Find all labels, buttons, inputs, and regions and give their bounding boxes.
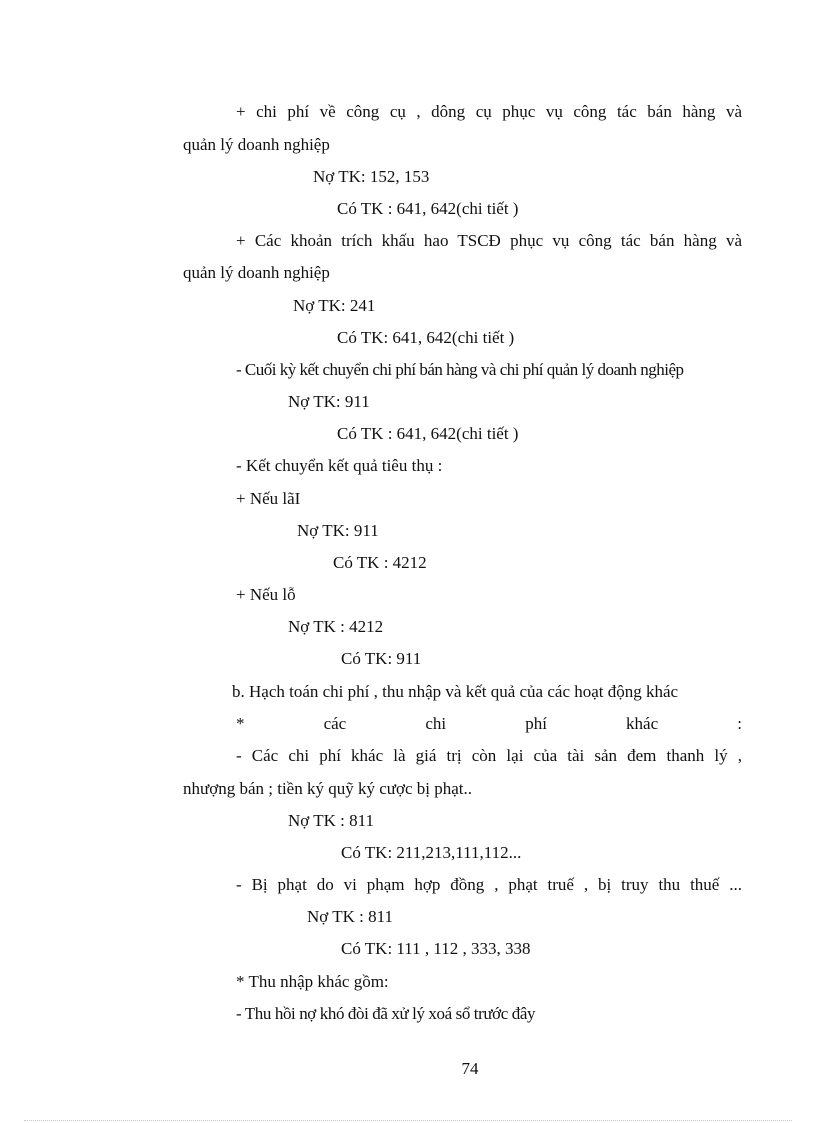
- text-line: - Kết chuyển kết quả tiêu thụ :: [236, 456, 443, 475]
- page-bottom-divider: [24, 1120, 792, 1121]
- entry-credit: Có TK: 911: [341, 649, 422, 668]
- spread-word: phí: [525, 714, 547, 733]
- spread-word: các: [323, 714, 347, 733]
- section-heading: b. Hạch toán chi phí , thu nhập và kết quả của các hoạt động khác: [232, 682, 679, 701]
- entry-credit: Có TK : 641, 642(chi tiết ): [337, 199, 519, 218]
- text-line: quản lý doanh nghiệp: [183, 263, 330, 282]
- entry-debit: Nợ TK: 241: [293, 296, 376, 315]
- spread-word: :: [737, 714, 742, 733]
- text-line: * Thu nhập khác gồm:: [236, 972, 389, 991]
- entry-debit: Nợ TK : 4212: [288, 617, 384, 636]
- entry-debit: Nợ TK: 152, 153: [313, 167, 430, 186]
- text-line: nhượng bán ; tiền ký quỹ ký cược bị phạt..: [183, 779, 472, 798]
- text-line: - Cuối kỳ kết chuyển chi phí bán hàng và chi phí quản lý doanh nghiệp: [236, 360, 684, 379]
- text-line: - Thu hồi nợ khó đòi đã xử lý xoá sổ trước đây: [236, 1004, 536, 1023]
- spread-line: [236, 714, 742, 734]
- entry-credit: Có TK: 111 , 112 , 333, 338: [341, 939, 531, 958]
- text-line: - Bị phạt do vi phạm hợp đồng , phạt truế , bị truy thu thuế ...: [236, 875, 742, 894]
- entry-debit: Nợ TK: 911: [297, 521, 379, 540]
- page-number: 74: [461, 1059, 479, 1078]
- entry-debit: Nợ TK : 811: [307, 907, 393, 926]
- text-line: quản lý doanh nghiệp: [183, 135, 330, 154]
- spread-word: chi: [425, 714, 447, 733]
- spread-word: *: [236, 714, 245, 733]
- text-line: + Nếu lãI: [236, 489, 301, 508]
- spread-word: khác: [626, 714, 659, 733]
- entry-debit: Nợ TK : 811: [288, 811, 374, 830]
- entry-credit: Có TK: 641, 642(chi tiết ): [337, 328, 515, 347]
- text-line: + chi phí về công cụ , dông cụ phục vụ công tác bán hàng và: [236, 102, 742, 121]
- text-line: - Các chi phí khác là giá trị còn lại của tài sản đem thanh lý ,: [236, 746, 742, 765]
- entry-debit: Nợ TK: 911: [288, 392, 370, 411]
- entry-credit: Có TK : 4212: [333, 553, 427, 572]
- entry-credit: Có TK : 641, 642(chi tiết ): [337, 424, 519, 443]
- text-line: + Nếu lỗ: [236, 585, 296, 604]
- entry-credit: Có TK: 211,213,111,112...: [341, 843, 522, 862]
- text-line: + Các khoản trích khấu hao TSCĐ phục vụ công tác bán hàng và: [236, 231, 742, 250]
